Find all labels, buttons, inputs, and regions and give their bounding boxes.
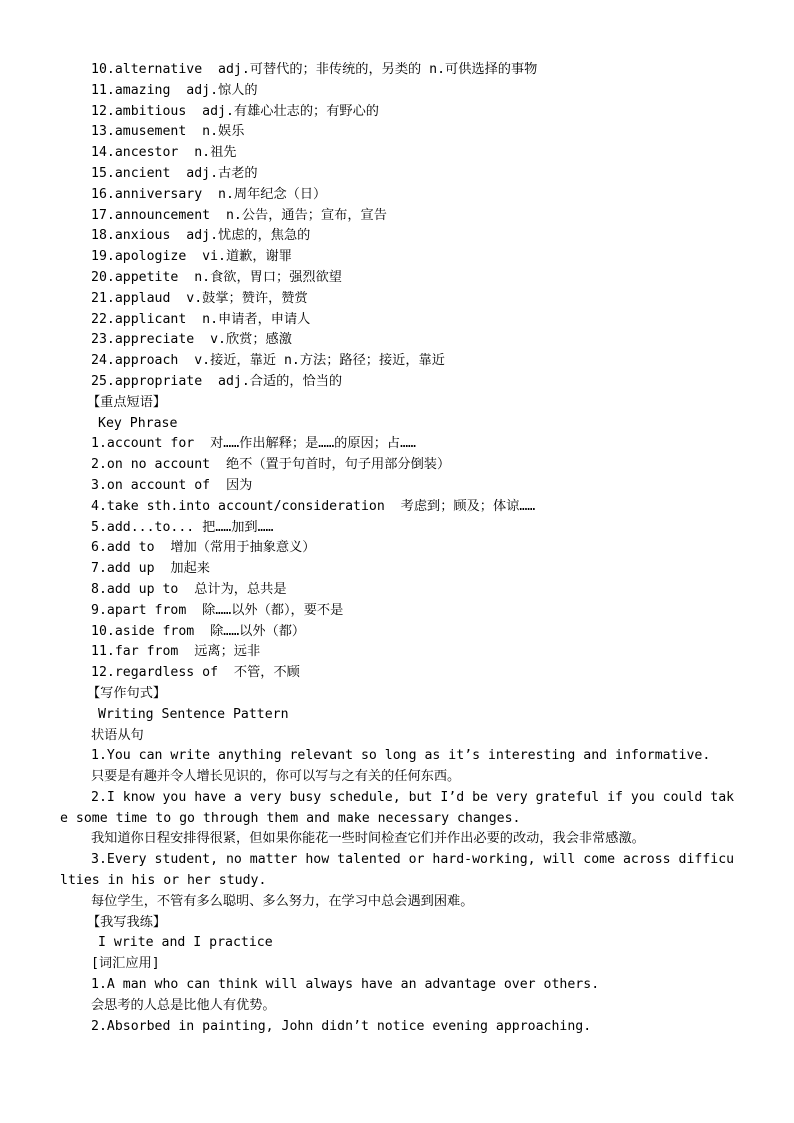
key-phrases-section <box>60 393 736 684</box>
phrase-item: 3.on account of 因为 <box>91 477 253 493</box>
document-page <box>60 60 736 1037</box>
pattern-category: 状语从句 <box>91 727 144 743</box>
example-sentence-en: 3.Every student, no matter how talented or hard-working, will come across difficulties in his or her study. <box>60 852 735 889</box>
vocab-item: 18.anxious adj.忧虑的，焦急的 <box>91 228 311 244</box>
phrase-item: 9.apart from 除……以外（都），要不是 <box>91 602 344 618</box>
vocab-item: 15.ancient adj.古老的 <box>91 165 258 181</box>
example-sentence-en: 1.You can write anything relevant so long as it’s interesting and informative. <box>91 748 711 764</box>
section-subheader: Writing Sentence Pattern <box>98 706 289 722</box>
vocab-item: 25.appropriate adj.合适的，恰当的 <box>91 373 343 389</box>
example-sentence-zh: 每位学生，不管有多么聪明、多么努力，在学习中总会遇到困难。 <box>91 893 474 909</box>
example-sentence-en: 2.I know you have a very busy schedule, but I’d be very grateful if you could take some time to go through them and make necessary changes. <box>60 789 735 826</box>
vocab-item: 21.applaud v.鼓掌；赞许，赞赏 <box>91 290 308 306</box>
vocab-item: 20.appetite n.食欲，胃口；强烈欲望 <box>91 269 342 285</box>
practice-category: [词汇应用] <box>91 956 160 972</box>
section-subheader: Key Phrase <box>98 415 178 431</box>
section-subheader: I write and I practice <box>98 935 273 951</box>
vocab-item: 13.amusement n.娱乐 <box>91 124 245 140</box>
phrase-item: 8.add up to 总计为，总共是 <box>91 581 287 597</box>
vocab-item: 19.apologize vi.道歉，谢罪 <box>91 249 292 265</box>
phrase-item: 12.regardless of 不管，不顾 <box>91 665 300 681</box>
example-sentence-zh: 只要是有趣并令人增长见识的，你可以写与之有关的任何东西。 <box>91 769 461 785</box>
vocab-item: 22.applicant n.申请者，申请人 <box>91 311 311 327</box>
phrase-item: 2.on no account 绝不（置于句首时，句子用部分倒装） <box>91 457 451 473</box>
vocab-item: 17.announcement n.公告，通告；宣布，宣告 <box>91 207 387 223</box>
vocabulary-list <box>60 60 736 393</box>
practice-sentence-en: 2.Absorbed in painting, John didn’t notice evening approaching. <box>91 1018 592 1034</box>
phrase-item: 1.account for 对……作出解释；是……的原因；占…… <box>91 436 416 452</box>
vocab-item: 14.ancestor n.祖先 <box>91 145 237 161</box>
phrase-item: 6.add to 增加（常用于抽象意义） <box>91 540 316 556</box>
vocab-item: 10.alternative adj.可替代的；非传统的，另类的 n.可供选择的事物 <box>91 62 538 77</box>
section-header: 【重点短语】 <box>87 394 167 410</box>
section-header: 【我写我练】 <box>87 914 167 930</box>
vocab-item: 12.ambitious adj.有雄心壮志的；有野心的 <box>91 103 379 119</box>
vocab-item: 23.appreciate v.欣赏；感激 <box>91 332 292 348</box>
vocab-item: 11.amazing adj.惊人的 <box>91 82 258 98</box>
practice-sentence-en: 1.A man who can think will always have an advantage over others. <box>91 977 600 993</box>
example-sentence-zh: 我知道你日程安排得很紧，但如果你能花一些时间检查它们并作出必要的改动，我会非常感激。 <box>91 831 645 847</box>
section-header: 【写作句式】 <box>87 685 167 701</box>
phrase-item: 11.far from 远离；远非 <box>91 644 261 660</box>
phrase-item: 7.add up 加起来 <box>91 561 210 577</box>
phrase-item: 10.aside from 除……以外（都） <box>91 623 306 639</box>
phrase-item: 5.add...to... 把……加到…… <box>91 519 274 535</box>
vocab-item: 24.approach v.接近，靠近 n.方法；路径；接近，靠近 <box>91 353 445 369</box>
phrase-item: 4.take sth.into account/consideration 考虑到；顾及；体谅…… <box>91 498 536 514</box>
writing-pattern-section <box>60 684 736 913</box>
vocab-item: 16.anniversary n.周年纪念（日） <box>91 186 327 202</box>
practice-sentence-zh: 会思考的人总是比他人有优势。 <box>91 997 276 1013</box>
practice-section <box>60 913 736 1038</box>
